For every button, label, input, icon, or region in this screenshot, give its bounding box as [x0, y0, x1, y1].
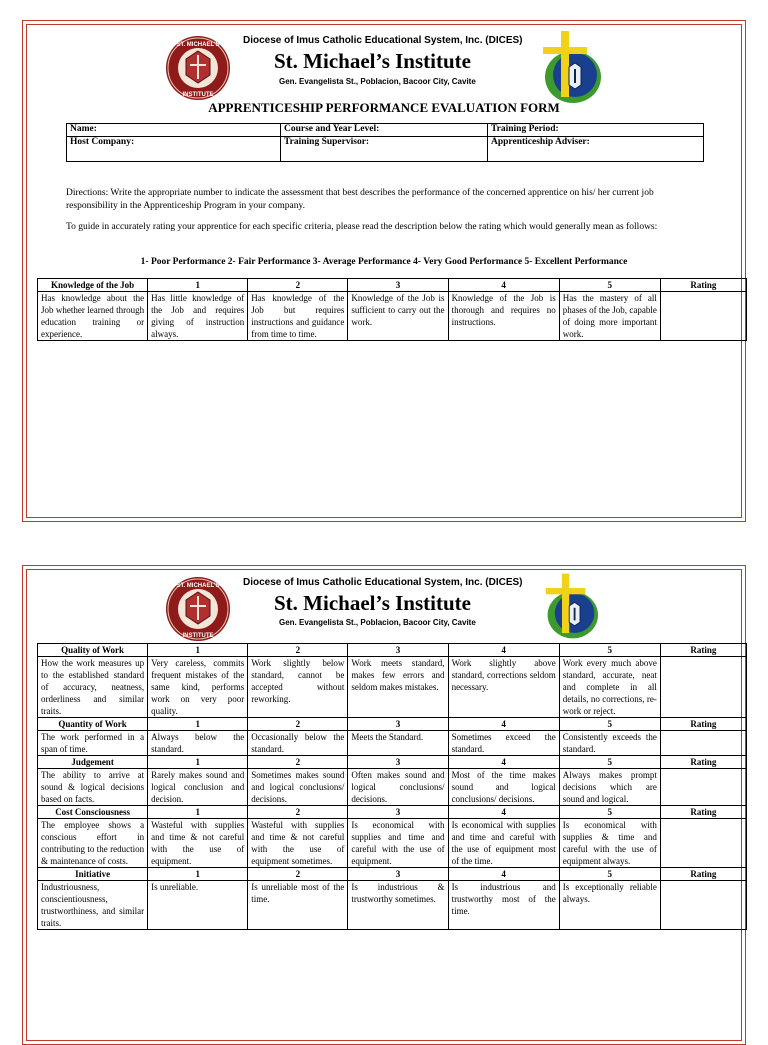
level-number: 1 — [148, 806, 248, 819]
criteria-header-row — [38, 868, 747, 881]
rating-header: Rating — [660, 644, 746, 657]
level-number: 3 — [348, 868, 448, 881]
level-number: 5 — [559, 756, 660, 769]
level-desc: Knowledge of the Job is sufficient to carry out the work. — [348, 292, 448, 341]
level-desc: Work slightly above standard, corrections seldom necessary. — [448, 657, 559, 718]
criteria-desc-row — [38, 292, 747, 341]
rating-input-cell[interactable] — [660, 292, 746, 341]
school-seal-icon — [165, 35, 231, 101]
rating-input-cell[interactable] — [660, 881, 746, 930]
level-number: 3 — [348, 806, 448, 819]
criteria-desc-row — [38, 769, 747, 806]
school-name: St. Michael’s Institute — [274, 49, 471, 73]
level-number: 3 — [348, 279, 448, 292]
criterion-desc: The work performed in a span of time. — [38, 731, 148, 756]
level-desc: Wasteful with supplies and time & not careful with the use of equipment sometimes. — [248, 819, 348, 868]
rating-header: Rating — [660, 756, 746, 769]
criterion-name: Quantity of Work — [38, 718, 148, 731]
criteria-header-row — [38, 756, 747, 769]
level-number: 1 — [148, 868, 248, 881]
criteria-header-row — [38, 644, 747, 657]
level-number: 3 — [348, 644, 448, 657]
criteria-desc-row — [38, 819, 747, 868]
level-number: 3 — [348, 756, 448, 769]
level-desc: Very careless, commits frequent mistakes of the same kind, performs work on very poor quality. — [148, 657, 248, 718]
rating-header: Rating — [660, 806, 746, 819]
rating-input-cell[interactable] — [660, 819, 746, 868]
level-number: 4 — [448, 756, 559, 769]
name-field[interactable]: Name: — [67, 124, 281, 137]
level-number: 5 — [559, 644, 660, 657]
level-number: 5 — [559, 718, 660, 731]
level-desc: Is industrious & trustworthy sometimes. — [348, 881, 448, 930]
seal-text-bottom: INSTITUTE — [182, 92, 214, 98]
criteria-table — [37, 278, 747, 341]
level-number: 2 — [248, 644, 348, 657]
level-number: 1 — [148, 756, 248, 769]
level-desc: Sometimes makes sound and logical conclusions/ decisions. — [248, 769, 348, 806]
level-desc: Is economical with supplies and time and careful with the use of equipment most of the time. — [448, 819, 559, 868]
level-desc: Occasionally below the standard. — [248, 731, 348, 756]
level-number: 4 — [448, 279, 559, 292]
level-desc: Is unreliable most of the time. — [248, 881, 348, 930]
rating-input-cell[interactable] — [660, 731, 746, 756]
level-desc: Is industrious and trustworthy most of the time. — [448, 881, 559, 930]
level-number: 3 — [348, 718, 448, 731]
criteria-table — [37, 643, 747, 930]
level-number: 4 — [448, 718, 559, 731]
criterion-desc: How the work measures up to the established standard of accuracy, neatness, orderliness and similar traits. — [38, 657, 148, 718]
level-desc: Is economical with supplies and time and careful with the use of equipment. — [348, 819, 448, 868]
rating-input-cell[interactable] — [660, 769, 746, 806]
header — [23, 21, 745, 101]
seal-text-bottom: INSTITUTE — [182, 633, 214, 639]
criterion-desc: Has knowledge about the Job whether learned through education training or experience. — [38, 292, 148, 341]
level-desc: Has knowledge of the Job but requires instructions and guidance from time to time. — [248, 292, 348, 341]
school-address: Gen. Evangelista St., Poblacion, Bacoor City, Cavite — [279, 618, 476, 627]
level-desc: Often makes sound and logical conclusions/ decisions. — [348, 769, 448, 806]
level-desc: Is economical with supplies & time and careful with the use of equipment always. — [559, 819, 660, 868]
level-number: 2 — [248, 806, 348, 819]
criterion-name: Judgement — [38, 756, 148, 769]
info-row — [67, 124, 704, 137]
rating-input-cell[interactable] — [660, 657, 746, 718]
level-desc: Has the mastery of all phases of the Job, capable of doing more important work. — [559, 292, 660, 341]
info-row — [67, 137, 704, 162]
level-number: 1 — [148, 644, 248, 657]
level-number: 2 — [248, 718, 348, 731]
level-number: 5 — [559, 279, 660, 292]
criterion-name: Initiative — [38, 868, 148, 881]
level-number: 4 — [448, 644, 559, 657]
diocese-crest-icon — [535, 570, 607, 642]
level-desc: Wasteful with supplies and time & not careful with the use of equipment. — [148, 819, 248, 868]
level-number: 4 — [448, 868, 559, 881]
level-number: 1 — [148, 279, 248, 292]
level-desc: Work slightly below standard, cannot be accepted without reworking. — [248, 657, 348, 718]
school-seal-icon — [165, 576, 231, 642]
level-number: 1 — [148, 718, 248, 731]
criterion-desc: The ability to arrive at sound & logical decisions based on facts. — [38, 769, 148, 806]
level-desc: Knowledge of the Job is thorough and requires no instructions. — [448, 292, 559, 341]
form-title: APPRENTICESHIP PERFORMANCE EVALUATION FORM — [208, 100, 560, 115]
criteria-header-row — [38, 279, 747, 292]
apprentice-info-table — [66, 123, 704, 162]
level-desc: Always below the standard. — [148, 731, 248, 756]
school-name: St. Michael’s Institute — [274, 591, 471, 615]
level-desc: Has little knowledge of the Job and requires giving of instruction always. — [148, 292, 248, 341]
criterion-name: Cost Consciousness — [38, 806, 148, 819]
course-year-field[interactable]: Course and Year Level: — [281, 124, 488, 137]
criterion-desc: The employee shows a conscious effort in contributing to the reduction & maintenance of costs. — [38, 819, 148, 868]
level-desc: Rarely makes sound and logical conclusion and decision. — [148, 769, 248, 806]
training-supervisor-field[interactable]: Training Supervisor: — [281, 137, 488, 162]
training-period-field[interactable]: Training Period: — [488, 124, 704, 137]
header — [23, 566, 745, 646]
directions-text: Directions: Write the appropriate number to indicate the assessment that best describes the performance of the concerned apprentice on his/ her current job responsibility in the Apprenticeship Program in your company. — [66, 188, 654, 211]
level-desc: Work every much above standard, accurate, neat and complete in all details, no corrections, re-work or reject. — [559, 657, 660, 718]
criterion-name: Quality of Work — [38, 644, 148, 657]
guide-text: To guide in accurately rating your apprentice for each specific criteria, please read the description below the rating which would generally mean as follows: — [66, 222, 658, 232]
level-desc: Meets the Standard. — [348, 731, 448, 756]
seal-text-top: ST. MICHAEL'S — [176, 583, 220, 589]
apprenticeship-adviser-field[interactable]: Apprenticeship Adviser: — [488, 137, 704, 162]
criteria-desc-row — [38, 881, 747, 930]
school-address: Gen. Evangelista St., Poblacion, Bacoor City, Cavite — [279, 77, 476, 86]
rating-header: Rating — [660, 279, 746, 292]
level-desc: Is unreliable. — [148, 881, 248, 930]
diocese-name: Diocese of Imus Catholic Educational System, Inc. (DICES) — [243, 35, 523, 46]
level-desc: Always makes prompt decisions which are sound and logical. — [559, 769, 660, 806]
form-page-1 — [22, 20, 746, 522]
level-number: 5 — [559, 868, 660, 881]
criteria-desc-row — [38, 657, 747, 718]
level-desc: Is exceptionally reliable always. — [559, 881, 660, 930]
criterion-desc: Industriousness, conscientiousness, trustworthiness, and similar traits. — [38, 881, 148, 930]
level-desc: Most of the time makes sound and logical conclusions/ decisions. — [448, 769, 559, 806]
form-page-2 — [22, 565, 746, 1045]
seal-text-top: ST. MICHAEL'S — [176, 42, 220, 48]
diocese-name: Diocese of Imus Catholic Educational System, Inc. (DICES) — [243, 577, 523, 588]
criteria-header-row — [38, 806, 747, 819]
criterion-name: Knowledge of the Job — [38, 279, 148, 292]
level-desc: Sometimes exceed the standard. — [448, 731, 559, 756]
rating-header: Rating — [660, 718, 746, 731]
level-desc: Consistently exceeds the standard. — [559, 731, 660, 756]
criteria-desc-row — [38, 731, 747, 756]
criteria-header-row — [38, 718, 747, 731]
level-number: 2 — [248, 868, 348, 881]
level-desc: Work meets standard, makes few errors and seldom makes mistakes. — [348, 657, 448, 718]
rating-scale: 1- Poor Performance 2- Fair Performance 3- Average Performance 4- Very Good Performance 5- Excellent Performance — [140, 257, 628, 267]
rating-header: Rating — [660, 868, 746, 881]
level-number: 2 — [248, 756, 348, 769]
level-number: 2 — [248, 279, 348, 292]
diocese-crest-icon — [535, 27, 607, 107]
level-number: 4 — [448, 806, 559, 819]
level-number: 5 — [559, 806, 660, 819]
host-company-field[interactable]: Host Company: — [67, 137, 281, 162]
